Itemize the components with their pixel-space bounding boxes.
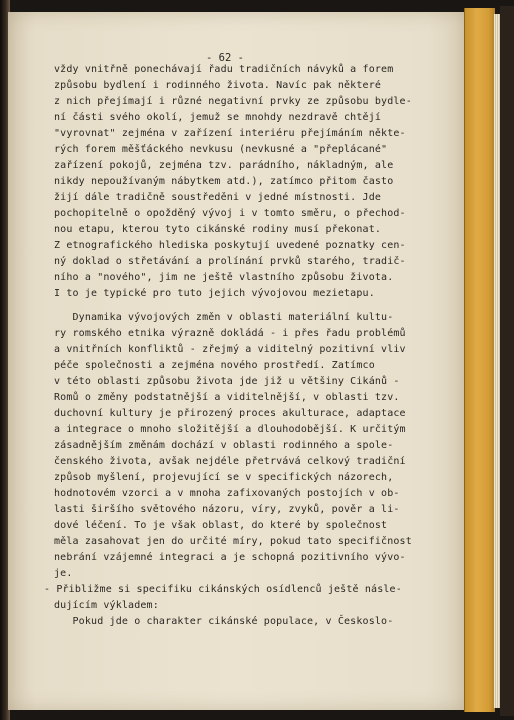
text-line: dové léčení. To je však oblast, do které by společnost [54, 520, 388, 531]
text-line: I to je typické pro tuto jejich vývojovou mezietapu. [54, 288, 375, 299]
text-line: Z etnografického hlediska poskytují uvedené poznatky cen- [54, 240, 406, 251]
text-line: ního a "nového", jim ne ještě vlastního způsobu života. [54, 272, 394, 283]
text-line: z nich přejímají i různé negativní prvky ze způsobu bydle- [54, 96, 412, 107]
text-line: Pokud jde o charakter cikánské populace, v Českoslo- [54, 616, 394, 627]
text-line: je. [54, 568, 73, 579]
text-line: ní části svého okolí, jemuž se mnohdy nezdravě chtějí [54, 112, 382, 123]
text-line: zařízení pokojů, zejména tzv. parádního, nákladným, ale [54, 160, 394, 171]
text-line: v této oblasti způsobu života jde již u většiny Cikánů - [54, 376, 400, 387]
text-line: měla zasahovat jen do určité míry, pokud tato specifičnost [54, 536, 412, 547]
text-line: Romů o změny podstatnější a viditelnější, v oblasti tzv. [54, 392, 400, 403]
text-line: čenského života, avšak nejdéle přetrvává celkový tradiční [54, 456, 406, 467]
text-line: ry romského etnika výrazně dokládá - i přes řadu problémů [54, 328, 406, 339]
text-line: způsob myšlení, projevující se v specifických názorech, [54, 472, 394, 483]
text-line: zásadnějším změnám dochází v oblasti rodinného a spole- [54, 440, 394, 451]
text-line: - Přibližme si specifiku cikánských osídlenců ještě násle- [44, 584, 402, 595]
book-cover-edge [464, 8, 495, 712]
page-number: - 62 - [206, 52, 244, 64]
text-line: péče společnosti a zejména nového prostředí. Zatímco [54, 360, 375, 371]
text-line: nikdy nepoužívaným nábytkem atd.), zatímco přitom často [54, 176, 394, 187]
text-line: a integrace o mnoho složitější a dlouhodobější. K určitým [54, 424, 406, 435]
text-line: dujícím výkladem: [54, 600, 159, 611]
background-edge [500, 6, 514, 716]
text-line: a vnitřních konfliktů - zřejmý a viditelný pozitivní vliv [54, 344, 406, 355]
text-line: lasti širšího světového názoru, víry, zvyků, pověr a li- [54, 504, 400, 515]
text-line: vždy vnitřně ponechávají řadu tradičních návyků a forem [54, 64, 394, 75]
text-line: způsobu bydlení i rodinného života. Navíc pak některé [54, 80, 382, 91]
text-line: hodnotovém vzorci a v mnoha zafixovaných postojích v ob- [54, 488, 400, 499]
text-line: Dynamika vývojových změn v oblasti materiální kultu- [54, 312, 394, 323]
text-line: ný doklad o střetávání a prolínání prvků starého, tradič- [54, 256, 406, 267]
text-line: pochopitelně o opožděný vývoj i v tomto směru, o přechod- [54, 208, 406, 219]
text-line: rých forem měšťáckého nevkusu (nevkusné a "přeplácané" [54, 144, 388, 155]
text-line: nebrání vzájemné integraci a je schopná pozitivního vývo- [54, 552, 406, 563]
text-line: duchovní kultury je přirozený proces akulturace, adaptace [54, 408, 406, 419]
text-line: "vyrovnat" zejména v zařízení interiéru přejímáním někte- [54, 128, 406, 139]
text-line: nou etapu, kterou tyto cikánské rodiny musí překonat. [54, 224, 382, 235]
text-line: žijí dále tradičně soustředěni v jedné místnosti. Jde [54, 192, 382, 203]
